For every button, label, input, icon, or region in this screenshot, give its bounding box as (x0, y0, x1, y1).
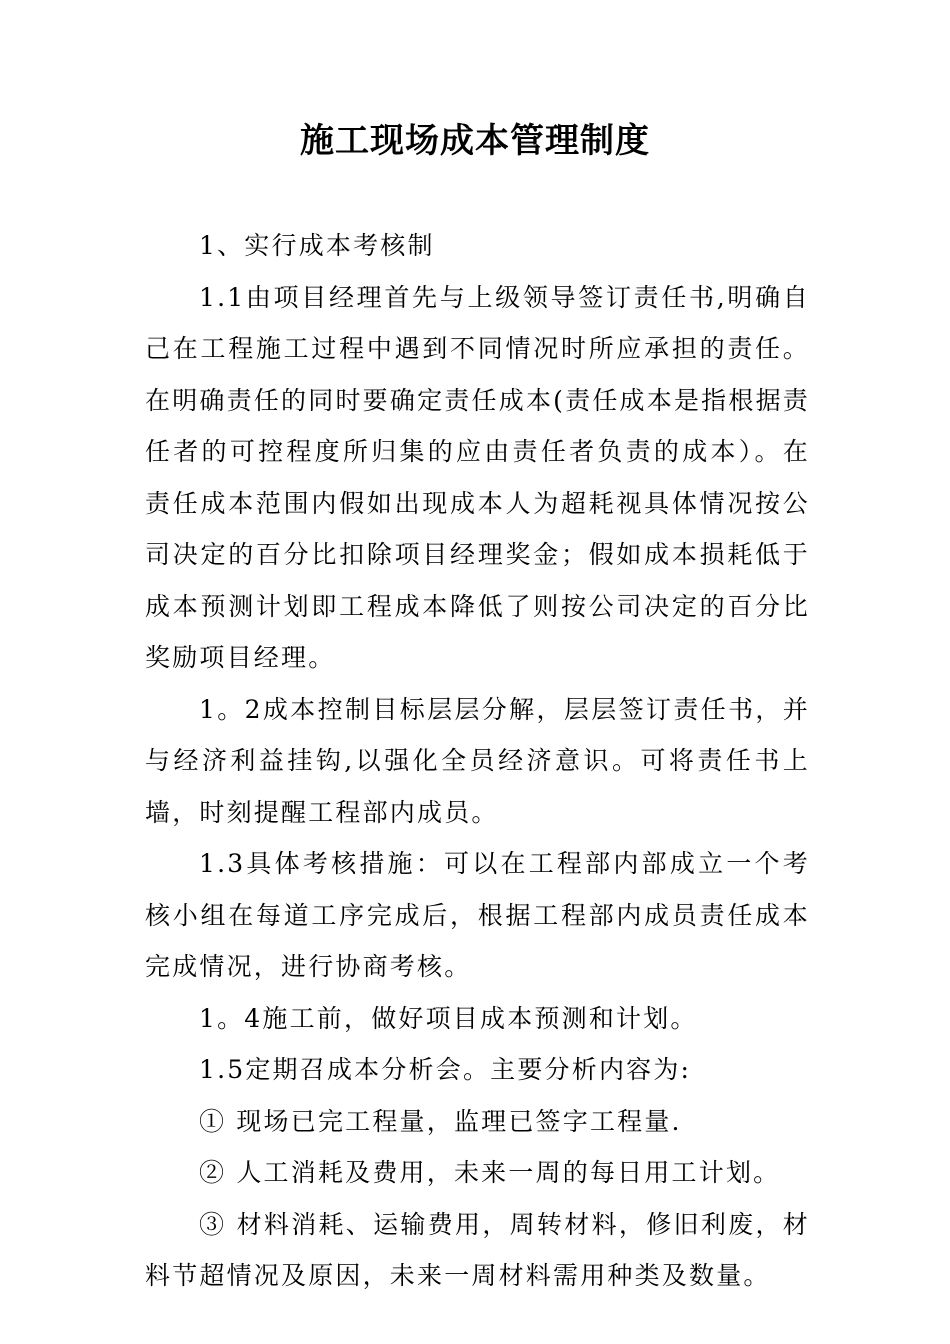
list-item-2: ② 人工消耗及费用，未来一周的每日用工计划。 (199, 1158, 781, 1187)
document-title: 施工现场成本管理制度 (300, 121, 650, 161)
paragraph-1-1: 1.1由项目经理首先与上级领导签订责任书,明确自己在工程施工过程中遇到不同情况时所应承担的责任。在明确责任的同时要确定责任成本(责任成本是指根据责任者的可控程度所归集的应由责任者负责的成本）。在责任成本范围内假如出现成本人为超耗视具体情况按公司决定的百分比扣除项目经理奖金；假如成本损耗低于成本预测计划即工程成本降低了则按公司决定的百分比奖励项目经理。 (145, 282, 810, 672)
list-item-1: ① 现场已完工程量，监理已签字工程量. (199, 1106, 682, 1136)
list-item-3: ③ 材料消耗、运输费用，周转材料，修旧利废，材料节超情况及原因，未来一周材料需用种类及数量。 (145, 1209, 810, 1290)
paragraph-1-2: 1。2成本控制目标层层分解，层层签订责任书，并与经济利益挂钩,以强化全员经济意识。可将责任书上墙，时刻提醒工程部内成员。 (145, 694, 810, 827)
paragraph-section-1: 1、实行成本考核制 (199, 231, 435, 260)
paragraph-1-4: 1。4施工前，做好项目成本预测和计划。 (199, 1003, 698, 1033)
paragraph-1-3: 1.3具体考核措施：可以在工程部内部成立一个考核小组在每道工序完成后，根据工程部内成员责任成本完成情况，进行协商考核。 (145, 849, 810, 981)
document-body (145, 220, 810, 1302)
paragraph-1-5: 1.5定期召成本分析会。主要分析内容为: (199, 1055, 692, 1084)
